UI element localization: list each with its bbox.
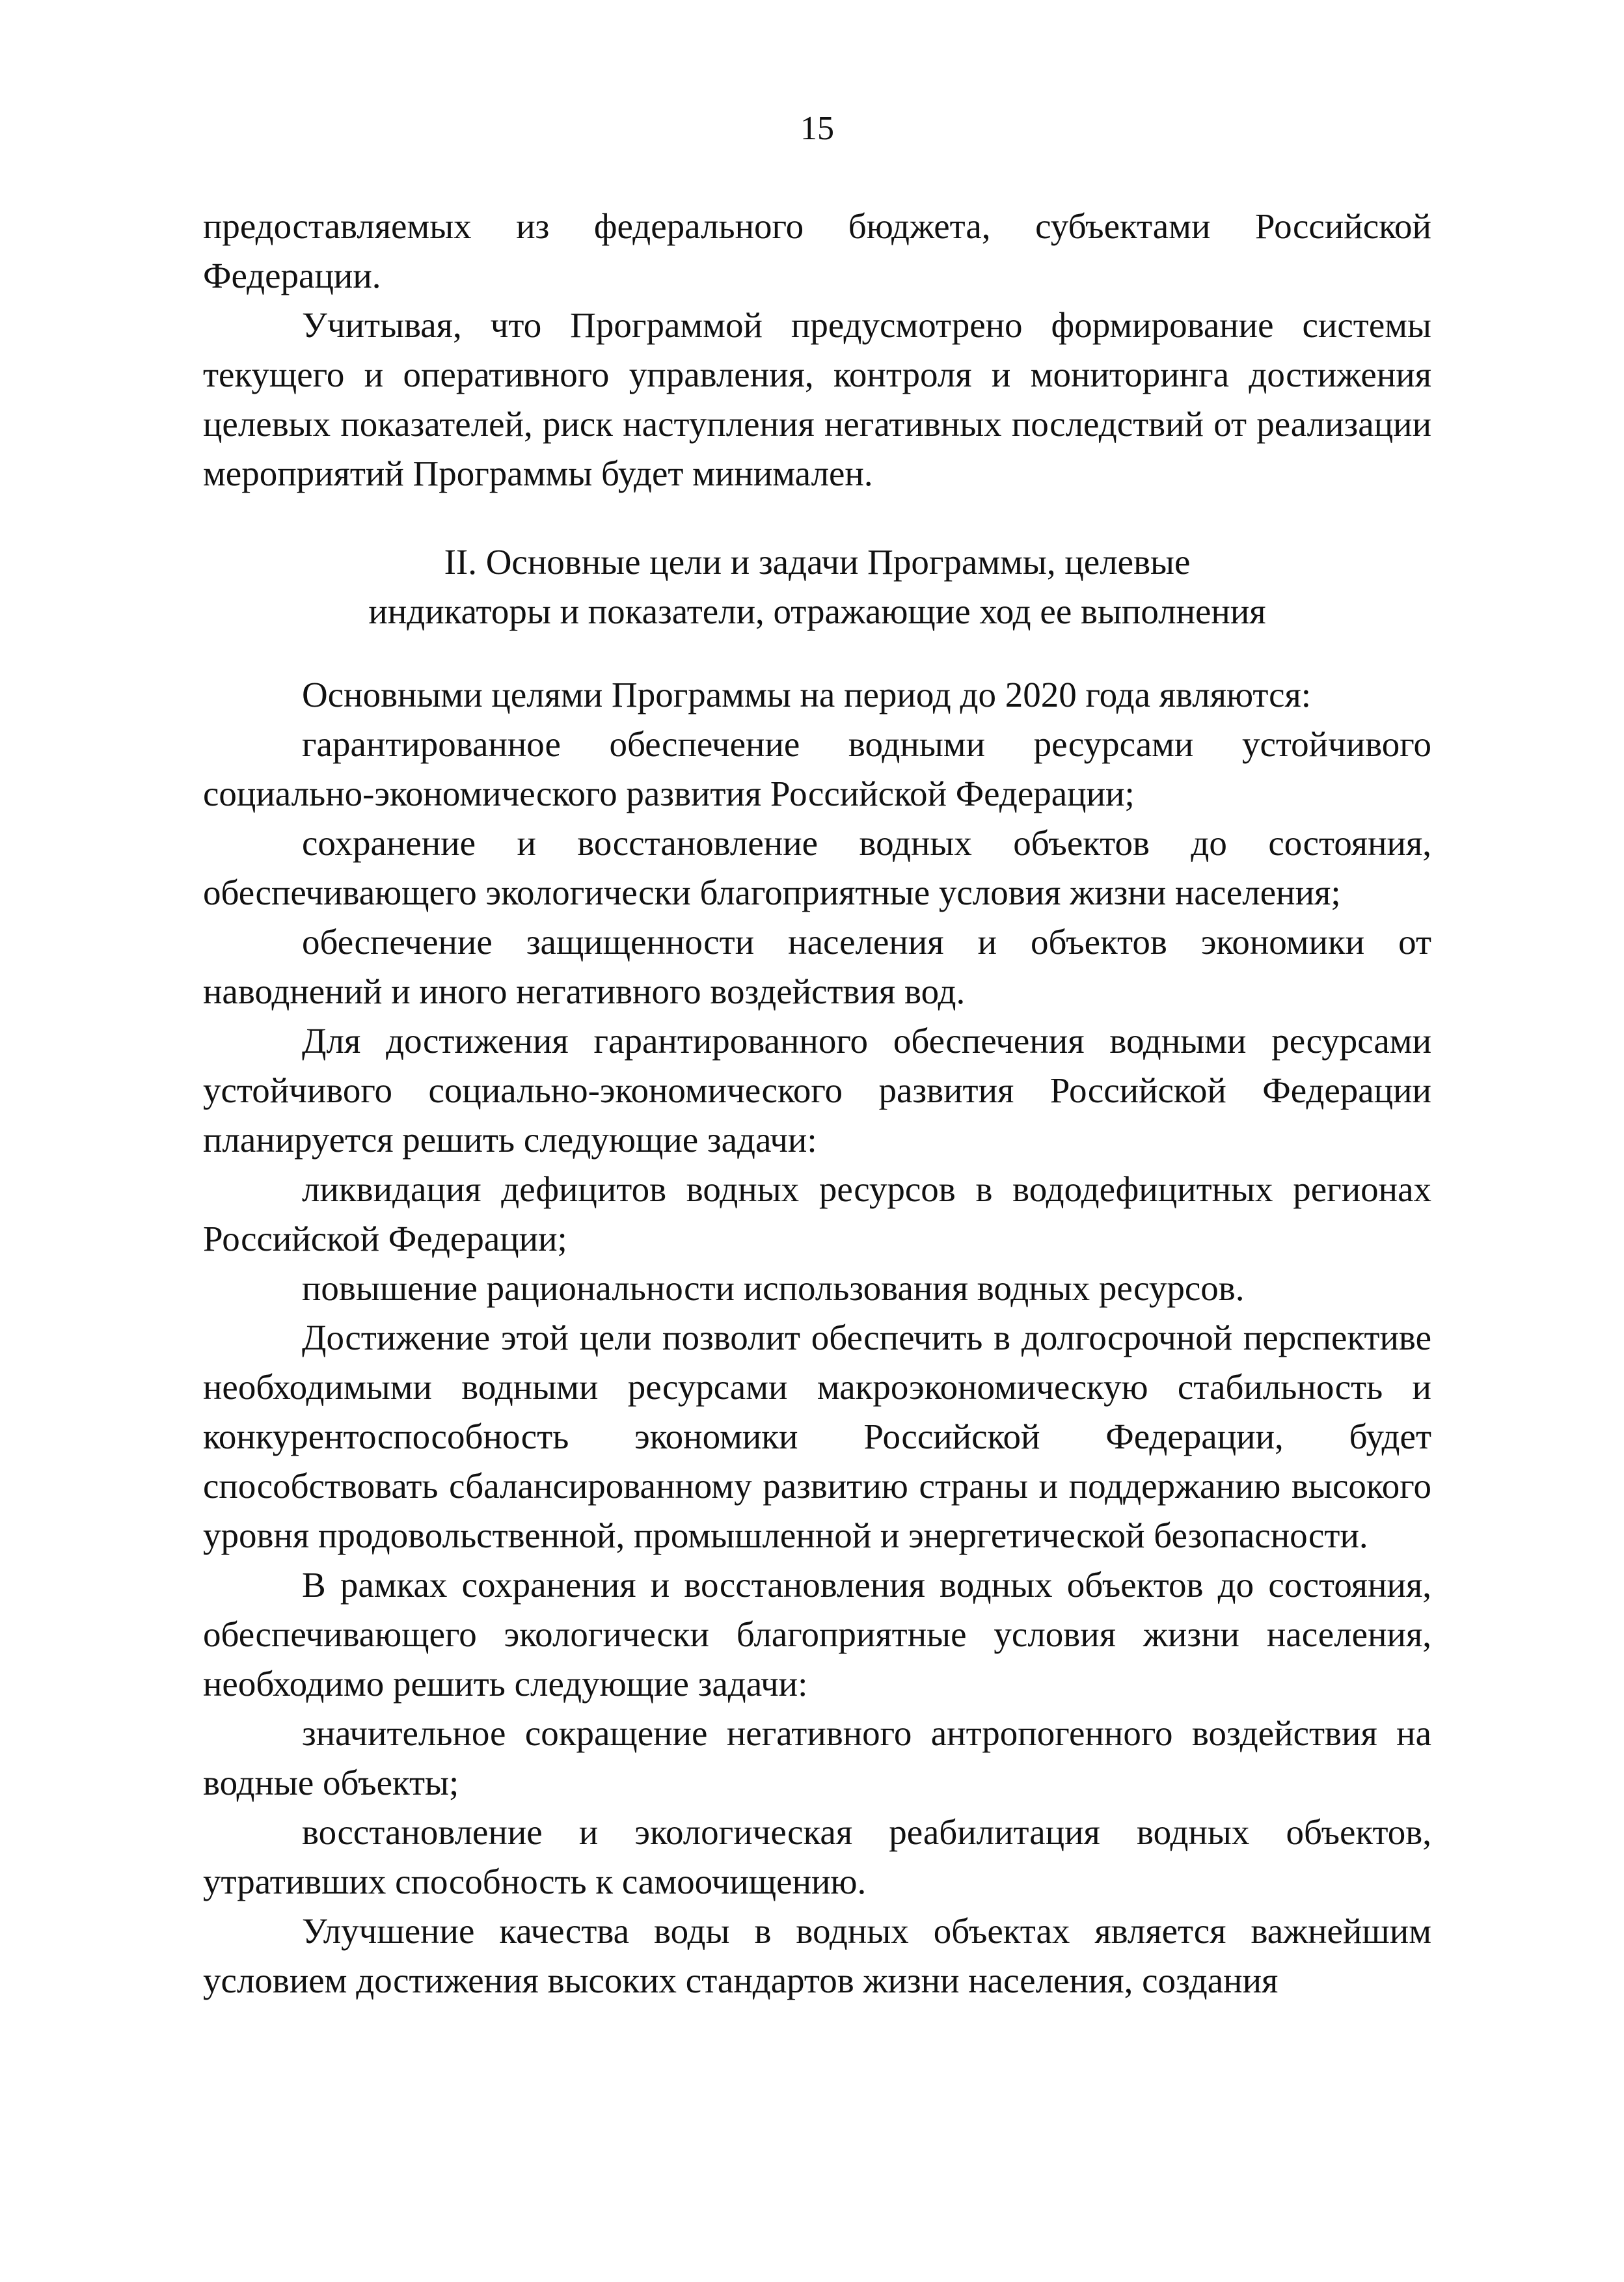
paragraph: Учитывая, что Программой предусмотрено формирование системы текущего и оперативного управления, контроля и мониторинга достижения целевых показателей, риск наступления негативных последствий от реализации мероприятий Программы будет минимален. [203,305,1431,493]
paragraph: обеспечение защищенности населения и объектов экономики от наводнений и иного негативного воздействия вод. [203,922,1431,1011]
paragraph: предоставляемых из федерального бюджета, субъектами Российской Федерации. [203,206,1431,295]
paragraph: значительное сокращение негативного антропогенного воздействия на водные объекты; [203,1713,1431,1802]
paragraph: повышение рациональности использования водных ресурсов. [302,1268,1245,1308]
section-heading [203,537,1431,636]
intro-text [203,202,1431,498]
section-heading-line: II. Основные цели и задачи Программы, целевые [444,542,1191,582]
paragraph: восстановление и экологическая реабилитация водных объектов, утративших способность к самоочищению. [203,1812,1431,1901]
paragraph: Основными целями Программы на период до 2020 года являются: [302,675,1312,714]
paragraph: Улучшение качества воды в водных объектах является важнейшим условием достижения высоких стандартов жизни населения, создания [203,1911,1431,2000]
page-number: 15 [800,110,834,147]
body-text [203,670,1431,2005]
paragraph: Достижение этой цели позволит обеспечить в долгосрочной перспективе необходимыми водными ресурсами макроэкономическую стабильность и конкурентоспособность экономики Российской Федерации, будет способствовать сбалансированному развитию страны и поддержанию высокого уровня продовольственной, промышленной и энергетической безопасности. [203,1318,1431,1555]
section-heading-line: индикаторы и показатели, отражающие ход ее выполнения [368,591,1266,631]
paragraph: сохранение и восстановление водных объектов до состояния, обеспечивающего экологически благоприятные условия жизни населения; [203,823,1431,912]
paragraph: гарантированное обеспечение водными ресурсами устойчивого социально-экономического развития Российской Федерации; [203,724,1431,813]
document-page [203,0,1431,2282]
paragraph: В рамках сохранения и восстановления водных объектов до состояния, обеспечивающего экологически благоприятные условия жизни населения, необходимо решить следующие задачи: [203,1565,1431,1704]
paragraph: Для достижения гарантированного обеспечения водными ресурсами устойчивого социально-экономического развития Российской Федерации планируется решить следующие задачи: [203,1021,1431,1160]
paragraph: ликвидация дефицитов водных ресурсов в вододефицитных регионах Российской Федерации; [203,1169,1431,1258]
